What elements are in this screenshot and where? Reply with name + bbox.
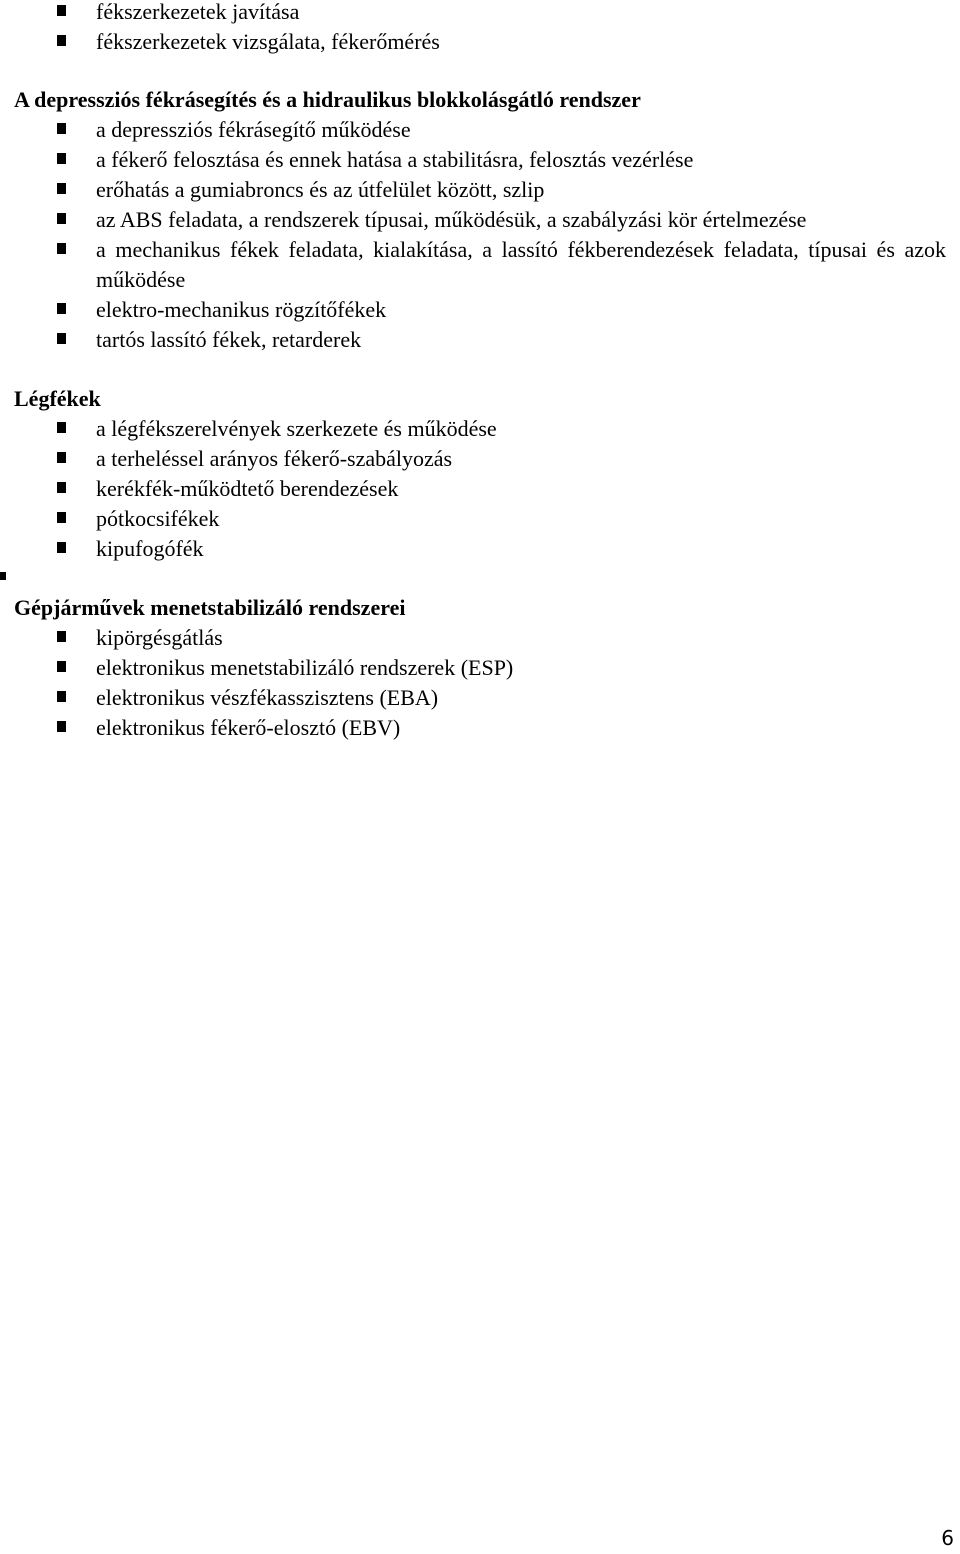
square-bullet-icon	[57, 512, 66, 523]
square-bullet-icon	[57, 542, 66, 553]
square-bullet-icon	[57, 213, 66, 224]
list-item: tartós lassító fékek, retarderek	[14, 325, 960, 355]
square-bullet-icon	[57, 153, 66, 164]
square-bullet-icon	[57, 691, 66, 702]
square-bullet-icon	[57, 661, 66, 672]
bullet-list	[14, 115, 960, 355]
section-heading: Légfékek	[14, 386, 101, 411]
list-item: fékszerkezetek javítása	[14, 0, 960, 27]
square-bullet-icon	[57, 333, 66, 344]
list-item: kipörgésgátlás	[14, 623, 960, 653]
list-item: a légfékszerelvények szerkezete és működése	[14, 414, 960, 444]
list-item: fékszerkezetek vizsgálata, fékerőmérés	[14, 27, 960, 57]
square-bullet-icon	[57, 422, 66, 433]
list-item: az ABS feladata, a rendszerek típusai, működésük, a szabályzási kör értelmezése	[14, 205, 960, 235]
list-item: elektronikus fékerő-elosztó (EBV)	[14, 713, 960, 743]
square-bullet-icon	[57, 452, 66, 463]
list-item: elektro-mechanikus rögzítőfékek	[14, 295, 960, 325]
list-item: pótkocsifékek	[14, 504, 960, 534]
bullet-list	[14, 623, 960, 743]
stray-bullet-icon	[0, 572, 6, 580]
bullet-list	[14, 0, 960, 57]
bullet-list	[14, 414, 960, 564]
list-item: elektronikus menetstabilizáló rendszerek (ESP)	[14, 653, 960, 683]
square-bullet-icon	[57, 123, 66, 134]
section-continued	[14, 0, 960, 57]
section-stability-systems	[14, 593, 960, 743]
list-item: elektronikus vészfékasszisztens (EBA)	[14, 683, 960, 713]
list-item: a mechanikus fékek feladata, kialakítása, a lassító fékberendezések feladata, típusai és azok működése	[14, 235, 960, 295]
page-number: 6	[941, 1526, 954, 1550]
list-item: kerékfék-működtető berendezések	[14, 474, 960, 504]
square-bullet-icon	[57, 5, 66, 16]
section-heading: Gépjárművek menetstabilizáló rendszerei	[14, 595, 406, 620]
list-item: a terheléssel arányos fékerő-szabályozás	[14, 444, 960, 474]
square-bullet-icon	[57, 243, 66, 254]
square-bullet-icon	[57, 631, 66, 642]
list-item: a depressziós fékrásegítő működése	[14, 115, 960, 145]
section-air-brakes	[14, 384, 960, 564]
list-item: erőhatás a gumiabroncs és az útfelület között, szlip	[14, 175, 960, 205]
section-heading: A depressziós fékrásegítés és a hidraulikus blokkolásgátló rendszer	[14, 87, 641, 112]
list-item: kipufogófék	[14, 534, 960, 564]
square-bullet-icon	[57, 183, 66, 194]
list-item: a fékerő felosztása és ennek hatása a stabilitásra, felosztás vezérlése	[14, 145, 960, 175]
square-bullet-icon	[57, 721, 66, 732]
section-depression-brake-abs	[14, 85, 960, 355]
square-bullet-icon	[57, 482, 66, 493]
square-bullet-icon	[57, 303, 66, 314]
square-bullet-icon	[57, 35, 66, 46]
